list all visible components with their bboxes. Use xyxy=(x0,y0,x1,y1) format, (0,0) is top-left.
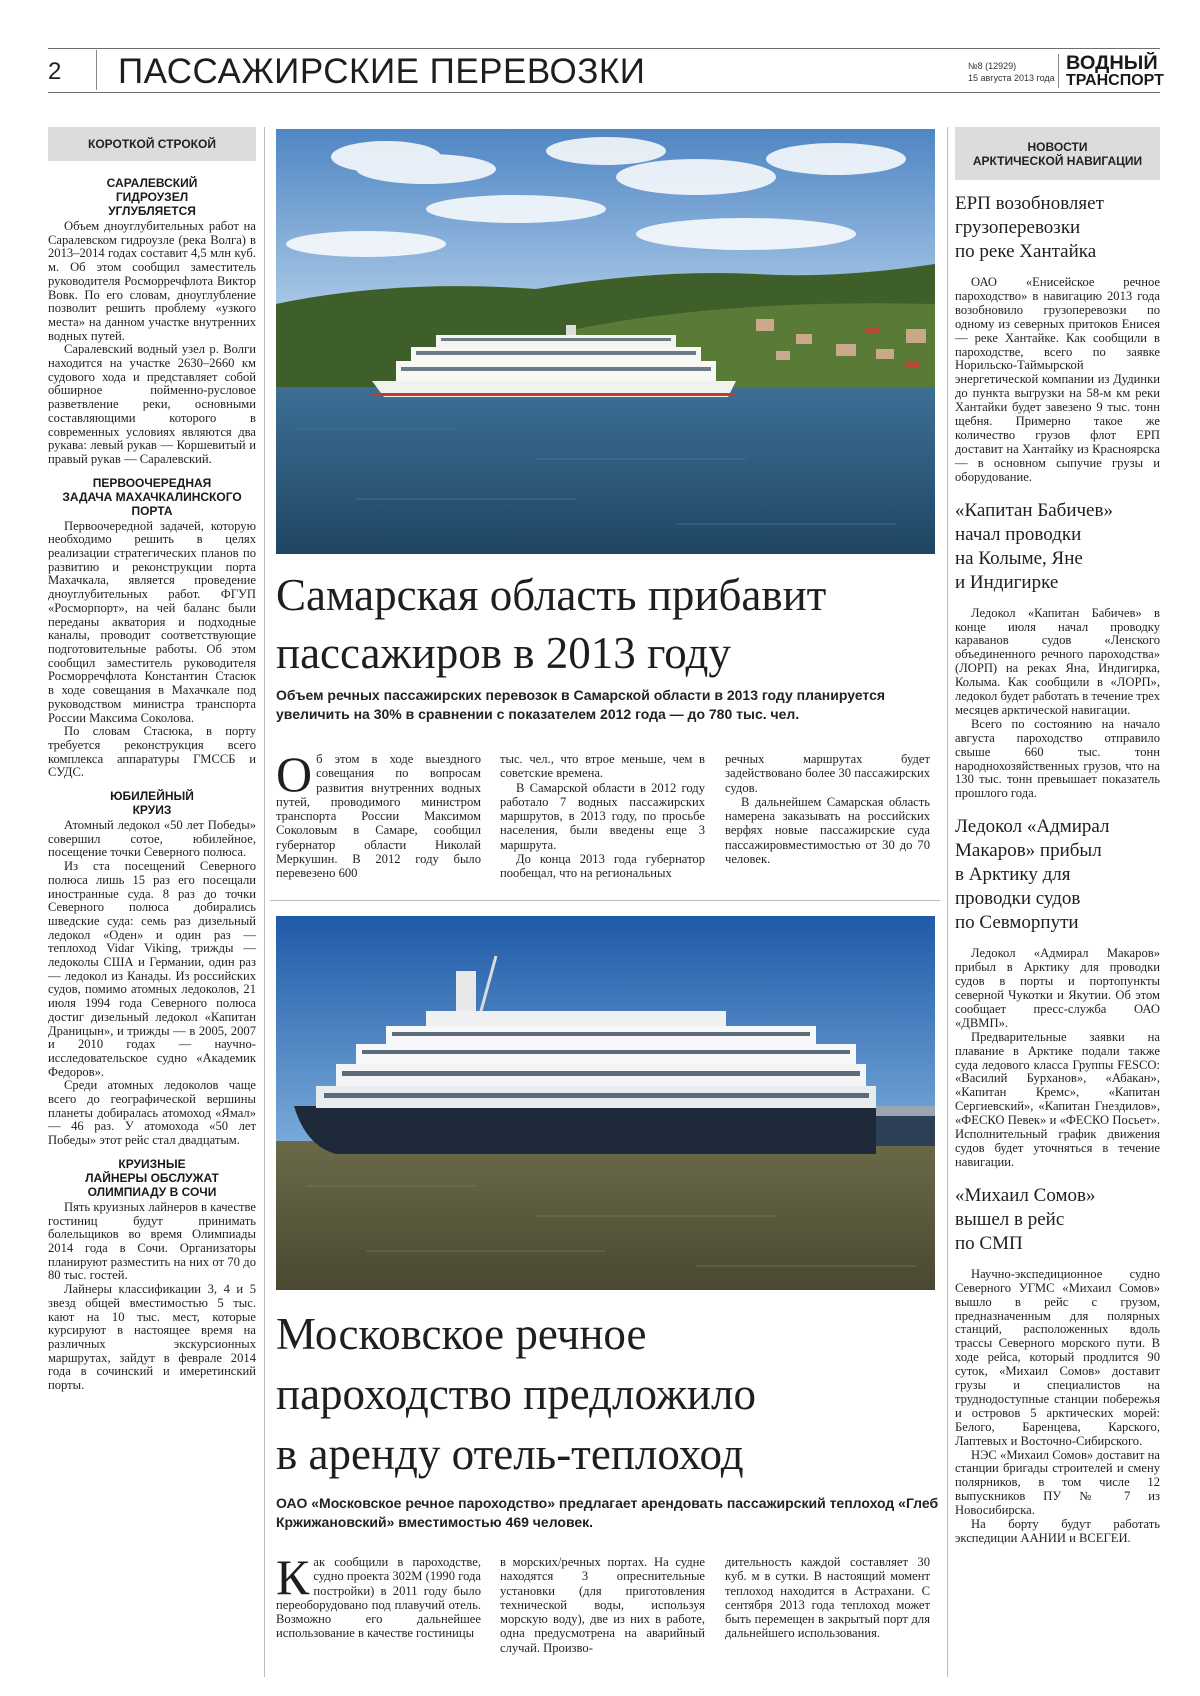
article2-column-3 xyxy=(725,1555,930,1641)
header-divider xyxy=(96,50,97,90)
article1-column-1 xyxy=(276,746,481,881)
brief-news-tag: КОРОТКОЙ СТРОКОЙ xyxy=(48,127,256,161)
brief-item xyxy=(48,1157,256,1393)
arctic-news-paragraph: ОАО «Енисейское речное пароходство» в навигацию 2013 года возобновило грузоперевозки по одному из северных притоков Енисея — реке Хантайке. Как сообщили в пароходстве, всего по заявке Норильско-Таймырской энергетической компании из Дудинки до пункта выгрузки на 58-м км реки Хантайки будет завезено 9 тыс. тонн щебня. Примерно такое же количество грузов флот ЕРП доставит на Хантайку из Красноярска — в основном сыпучие грузы и оборудование. xyxy=(955,275,1160,484)
brief-body xyxy=(48,220,256,467)
header-bottom-rule xyxy=(48,92,1160,93)
brief-paragraph: Из ста посещений Северного полюса лишь 15 раз его посещали иностранные суда. 8 раз до точки Северного полюса добирались шведские суда: семь раз дизельный ледокол «Оден» и один раз — теплоход Vidar Viking, трижды — ледоколы США и Германии, один раз — ледокол из Канады. Из российских судов, помимо атомных ледоколов, 21 июля 1994 года Северного полюса достиг дизельный ледокол «Капитан Драницын», и трижды — в 2005, 2007 и 2010 годах — научно-исследовательское судно «Академик Федоров». xyxy=(48,859,256,1079)
brief-paragraph: По словам Стасюка, в порту требуется реконструкция всего комплекса аппаратуры ГМССБ и СУДС. xyxy=(48,724,256,780)
arctic-news-title: «Капитан Бабичев» начал проводки на Колыме, Яне и Индигирке xyxy=(955,499,1113,593)
article2-text: ак сообщили в пароходстве, судно проекта 302М (1990 года постройки) в 2011 году было переоборудовано под плавучий отель. Возможно его дальнейшее использование в качестве гостиницы xyxy=(276,1555,481,1641)
arctic-news-title: «Михаил Сомов» вышел в рейс по СМП xyxy=(955,1184,1096,1254)
article1-column-3 xyxy=(725,752,930,866)
article1-paragraph: речных маршрутах будет задействовано более 30 пассажирских судов. xyxy=(725,752,930,795)
brief-title: ПЕРВООЧЕРЕДНАЯ ЗАДАЧА МАХАЧКАЛИНСКОГО ПОРТА xyxy=(62,475,242,518)
column-rule-right xyxy=(947,127,948,1677)
issue-date: 15 августа 2013 года xyxy=(968,73,1055,83)
brief-paragraph: Среди атомных ледоколов чаще всего до географической вершины планеты добиралась атомоход «Ямал» — 46 раз. У атомохода «50 лет Победы» этот рейс стал двадцатым. xyxy=(48,1078,256,1148)
arctic-news-paragraph: НЭС «Михаил Сомов» доставит на станции бригады строителей и смену полярников, в том числе 12 выпускников ПУ № 7 из Новосибирска. xyxy=(955,1447,1160,1518)
arctic-news-paragraph: Всего по состоянию на начало августа пароходство отправило свыше 660 тыс. тонн народнохозяйственных грузов, что на 130 тыс. тонн превышает показатель прошлого года. xyxy=(955,716,1160,801)
brief-paragraph: Лайнеры классификации 3, 4 и 5 звезд общей вместимостью 5 тыс. кают на 10 тыс. мест, которые курсируют в настоящее время на различных экскурсионных маршрутах, зайдут в феврале 2014 года в сочинский и имеретинский порты. xyxy=(48,1282,256,1393)
arctic-news-paragraph: Ледокол «Капитан Бабичев» в конце июля начал проводку караванов судов «Ленского объединенного речного пароходства» (ЛОРП) на реках Яна, Индигирка, Колыма. Как сообщили в «ЛОРП», ледокол будет работать в течение трех месяцев арктической навигации. xyxy=(955,605,1160,717)
article1-paragraph xyxy=(276,746,481,881)
brief-news-column xyxy=(48,176,256,1402)
arctic-news-item xyxy=(955,192,1160,485)
article1-headline: Самарская область прибавит пассажиров в 2013 году xyxy=(276,570,827,678)
brief-paragraph: Пять круизных лайнеров в качестве гостиниц будут принимать болельщиков во время Олимпиады 2014 года в Сочи. Организаторы планируют разместить на них от 70 до 80 тыс. гостей. xyxy=(48,1199,256,1283)
article2-paragraph xyxy=(276,1549,481,1641)
article2-column-2 xyxy=(500,1555,705,1655)
arctic-news-body xyxy=(955,607,1160,802)
arctic-news-paragraph: Научно-экспедиционное судно Северного УГМС «Михаил Сомов» вышло в рейс с грузом, предназначенным для полярных станций, расположенных вдоль трассы Северного морского пути. В ходе рейса, который продлится 90 суток, «Михаил Сомов» доставит грузы и специалистов на труднодоступные станции побережья и островов 5 арктических морей: Белого, Баренцева, Карского, Лаптевых и Восточно-Сибирского. xyxy=(955,1266,1160,1448)
brief-title: САРАЛЕВСКИЙ ГИДРОУЗЕЛ УГЛУБЛЯЕТСЯ xyxy=(106,176,198,218)
article1-paragraph: В дальнейшем Самарская область намерена заказывать на российских верфях новые пассажирские суда пассажировместимостью от 30 до 70 человек. xyxy=(725,794,930,867)
brief-item xyxy=(48,789,256,1148)
article1-text: б этом в ходе выездного совещания по вопросам развития внутренних водных путей, проводимого министром транспорта России Максимом Соколовым в Самаре, сообщил губернатор области Николай Меркушин. В 2012 году было перевезено 600 xyxy=(276,752,481,881)
arctic-news-body xyxy=(955,276,1160,485)
arctic-news-tag: НОВОСТИ АРКТИЧЕСКОЙ НАВИГАЦИИ xyxy=(955,127,1160,180)
brief-item xyxy=(48,476,256,780)
article2-paragraph: в морских/речных портах. На судне находятся 3 опреснительные установки (для приготовления технической воды, используя морскую воду), две из них в работе, одна предусмотрена на аварийный случай. Произво- xyxy=(500,1555,705,1655)
masthead-logo-line1: ВОДНЫЙ xyxy=(1066,53,1158,74)
page-number: 2 xyxy=(48,58,62,85)
brief-paragraph: Первоочередной задачей, которую необходимо решить в целях реализации стратегических планов по развитию и реконструкции порта Махачкала, является проведение дноуглубительных работ. ФГУП «Росморпорт», на чей баланс были переданы акватория и подходные каналы, проводит соответствующие подготовительные работы. Об этом сообщил заместитель руководителя Росморречфлота Константин Стасюк в ходе совещания в Махачкале под руководством министра транспорта России Максима Соколова. xyxy=(48,518,256,725)
article2-paragraph: дительность каждой составляет 30 куб. м в сутки. В настоящий момент теплоход находится в Астрахани. С сентября 2013 года теплоход может быть перемещен в закрытый порт для дальнейшего использования. xyxy=(725,1555,930,1641)
arctic-news-paragraph: Ледокол «Адмирал Макаров» прибыл в Арктику для проводки судов в порты и портопункты северной Чукотки и Якутии. Об этом сообщает пресс-служба ОАО «ДВМП». xyxy=(955,946,1160,1030)
brief-paragraph: Саралевский водный узел р. Волги находится на участке 2630–2660 км судового хода и представляет собой обширное пойменно-русловое разветвление реки, основными составляющими которого в современных условиях являются два рукава: левый рукав — Коршевитый и правый рукав — Саралевский. xyxy=(48,342,256,466)
brief-paragraph: Атомный ледокол «50 лет Победы» совершил сотое, юбилейное, посещение точки Северного полюса. xyxy=(48,818,256,860)
arctic-news-body xyxy=(955,1268,1160,1546)
header-top-rule xyxy=(48,48,1160,49)
brief-paragraph: Объем дноуглубительных работ на Саралевском гидроузле (река Волга) в 2013–2014 годах составит 4,5 млн куб. м. Об этом сообщил заместитель руководителя Росморречфлота Виктор Вовк. По его словам, дноуглубление позволит решить проблему «узкого места» на данном участке внутренних водных путей. xyxy=(48,219,256,343)
brief-body xyxy=(48,520,256,780)
brief-body xyxy=(48,1201,256,1393)
masthead-logo-line2: ТРАНСПОРТ xyxy=(1066,72,1164,89)
arctic-news-title: ЕРП возобновляет грузоперевозки по реке Хантайка xyxy=(955,193,1104,262)
section-title: ПАССАЖИРСКИЕ ПЕРЕВОЗКИ xyxy=(118,52,646,91)
issue-number: №8 (12929) xyxy=(968,61,1017,71)
article2-column-1 xyxy=(276,1549,481,1641)
arctic-news-title: Ледокол «Адмирал Макаров» прибыл в Арктику для проводки судов по Севморпути xyxy=(955,816,1110,934)
article2-headline: Московское речное пароходство предложило в аренду отель-теплоход xyxy=(276,1309,756,1479)
arctic-news-item xyxy=(955,1184,1160,1546)
arctic-news-item xyxy=(955,815,1160,1170)
article1-paragraph: В Самарской области в 2012 году работало 7 водных пассажирских маршрутов, в 2013 году, по просьбе населения, были введены еще 3 маршрута. xyxy=(500,780,705,852)
drop-cap: О xyxy=(276,746,313,802)
article2-lead: ОАО «Московское речное пароходство» предлагает арендовать пассажирский теплоход «Глеб Кржижановский» вместимостью 469 человек. xyxy=(276,1495,939,1530)
arctic-news-paragraph: На борту будут работать экспедиции ААНИИ и ВСЕГЕИ. xyxy=(955,1517,1160,1545)
article1-column-2 xyxy=(500,752,705,881)
arctic-news-column xyxy=(955,192,1160,1560)
river-cruise-ship-photo xyxy=(276,129,935,554)
article1-lead: Объем речных пассажирских перевозок в Самарской области в 2013 году планируется увеличить на 30% в сравнении с показателем 2012 года — до 780 тыс. чел. xyxy=(276,687,886,722)
brief-body xyxy=(48,819,256,1148)
arctic-news-paragraph: Предварительные заявки на плавание в Арктике подали также суда ледового класса Группы FESCO: «Василий Бурханов», «Абакан», «Капитан Кремс», «Капитан Сергиевский», «Капитан Гнездилов», «ФЕСКО Певек» и «ФЕСКО Посьет». Исполнительный график движения судов будет уточняться в течение навигации. xyxy=(955,1029,1160,1169)
article1-paragraph: До конца 2013 года губернатор пообещал, что на региональных xyxy=(500,852,705,881)
drop-cap: К xyxy=(276,1549,310,1605)
masthead-divider xyxy=(1058,54,1059,88)
brief-title: КРУИЗНЫЕ ЛАЙНЕРЫ ОБСЛУЖАТ ОЛИМПИАДУ В СОЧИ xyxy=(85,1156,219,1199)
brief-title: ЮБИЛЕЙНЫЙ КРУИЗ xyxy=(110,789,194,818)
arctic-news-body xyxy=(955,947,1160,1170)
column-rule-left xyxy=(264,127,265,1677)
docked-hotel-ship-photo xyxy=(276,916,935,1290)
arctic-news-item xyxy=(955,499,1160,802)
article1-paragraph: тыс. чел., что втрое меньше, чем в советские времена. xyxy=(500,752,705,781)
article-separator xyxy=(270,900,940,901)
brief-item xyxy=(48,176,256,467)
